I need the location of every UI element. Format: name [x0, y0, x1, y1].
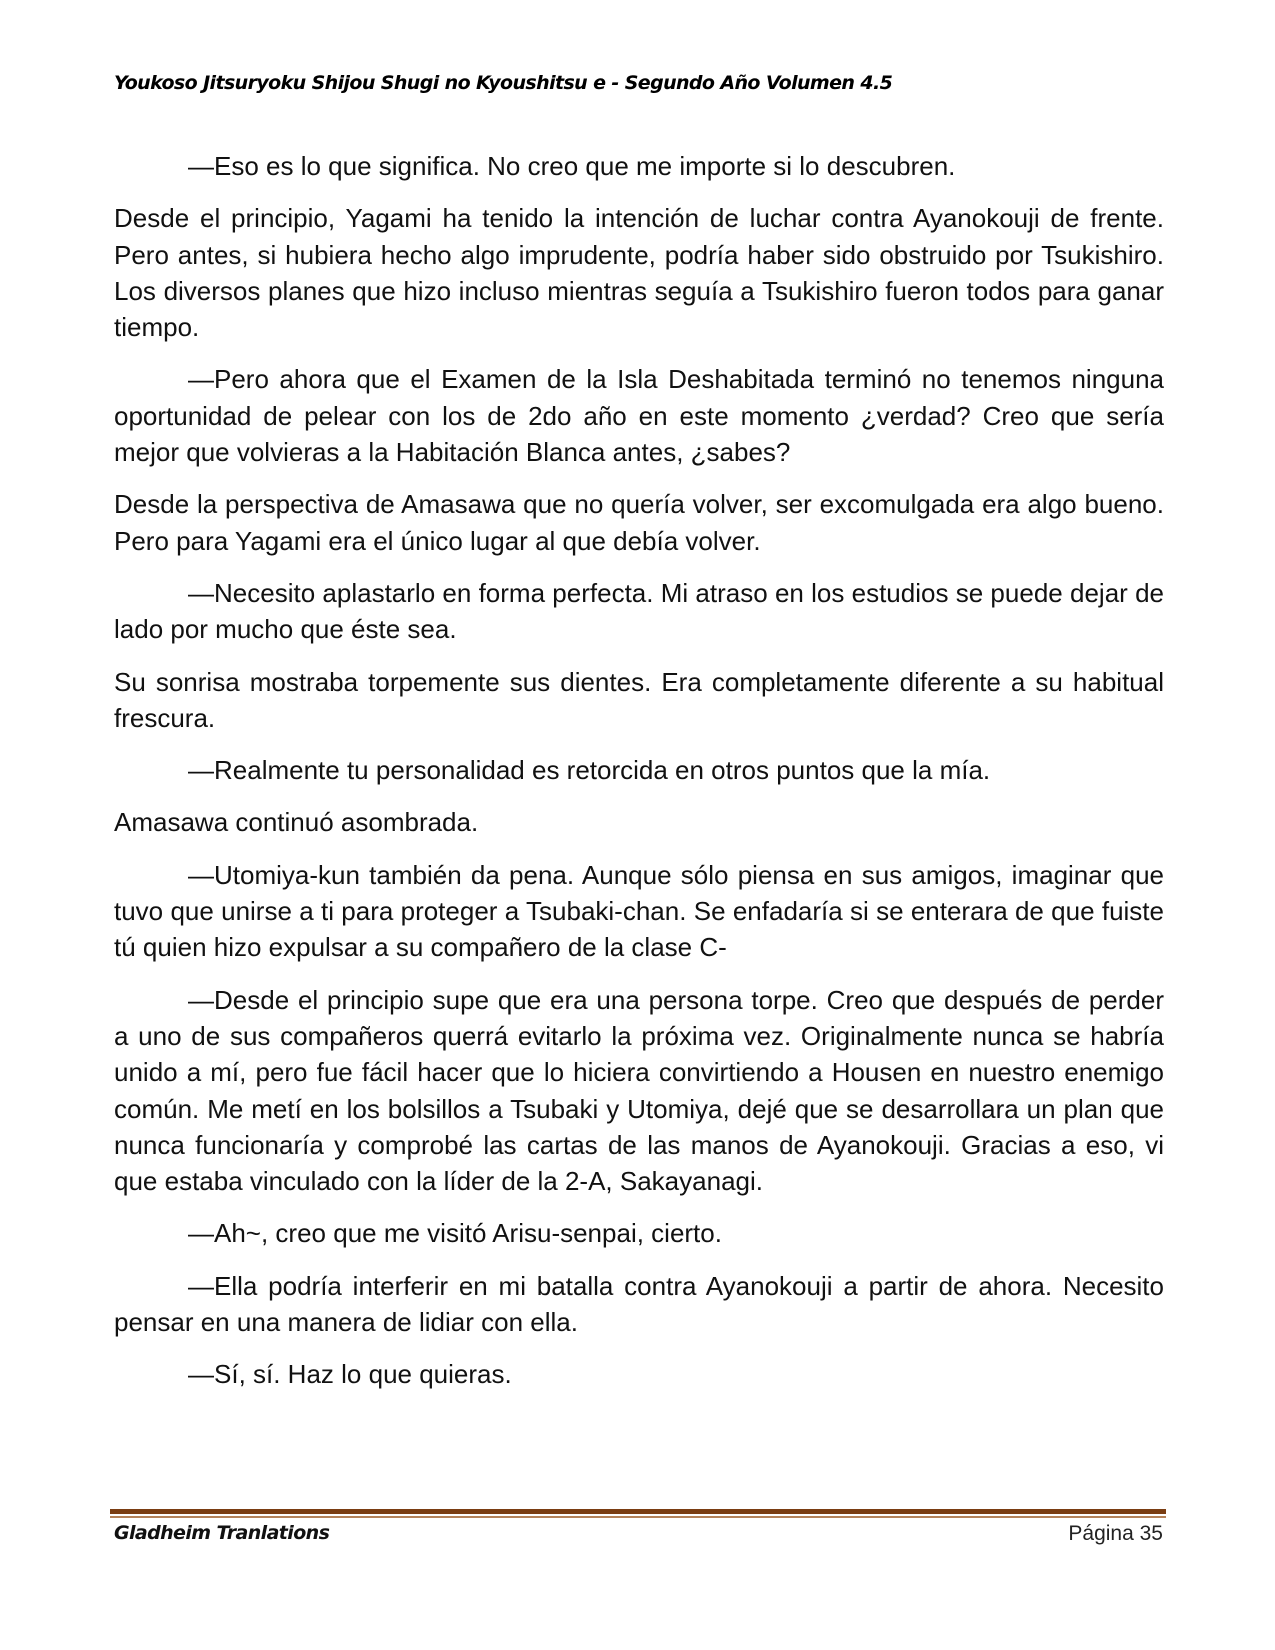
- paragraph: Su sonrisa mostraba torpemente sus dientes. Era completamente diferente a su habitual frescura.: [114, 666, 1164, 733]
- page-number: Página 35: [1068, 1522, 1163, 1545]
- paragraph: Desde el principio, Yagami ha tenido la intención de luchar contra Ayanokouji de frente. Pero antes, si hubiera hecho algo imprudente, podría haber sido obstruido por Tsukishiro. Los diversos planes que hizo incluso mientras seguía a Tsukishiro fueron todos para ganar tiempo.: [114, 203, 1164, 343]
- paragraph: —Eso es lo que significa. No creo que me importe si lo descubren.: [188, 151, 956, 181]
- paragraph: —Sí, sí. Haz lo que quieras.: [188, 1359, 512, 1390]
- footer-rule-thick: [110, 1509, 1166, 1514]
- paragraph: —Desde el principio supe que era una persona torpe. Creo que después de perder a uno de sus compañeros querrá evitarlo la próxima vez. Originalmente nunca se habría unido a mí, pero fue fácil hacer que lo hiciera convirtiendo a Housen en nuestro enemigo común. Me metí en los bolsillos a Tsubaki y Utomiya, dejé que se desarrollara un plan que nunca funcionaría y comprobé las cartas de las manos de Ayanokouji. Gracias a eso, vi que estaba vinculado con la líder de la 2-A, Sakayanagi.: [114, 984, 1164, 1197]
- running-header: Youkoso Jitsuryoku Shijou Shugi no Kyoushitsu e - Segundo Año Volumen 4.5: [114, 72, 893, 94]
- paragraph: —Ella podría interferir en mi batalla contra Ayanokouji a partir de ahora. Necesito pensar en una manera de lidiar con ella.: [114, 1270, 1164, 1338]
- paragraph: —Pero ahora que el Examen de la Isla Deshabitada terminó no tenemos ninguna oportunidad de pelear con los de 2do año en este momento ¿verdad? Creo que sería mejor que volvieras a la Habitación Blanca antes, ¿sabes?: [114, 364, 1164, 468]
- footer-credit: Gladheim Tranlations: [114, 1522, 330, 1544]
- paragraph: —Realmente tu personalidad es retorcida en otros puntos que la mía.: [188, 755, 991, 786]
- paragraph: Amasawa continuó asombrada.: [114, 807, 479, 838]
- paragraph: —Necesito aplastarlo en forma perfecta. Mi atraso en los estudios se puede dejar de lado por mucho que éste sea.: [114, 577, 1164, 645]
- footer-rule-thin: [110, 1516, 1166, 1518]
- paragraph: —Utomiya-kun también da pena. Aunque sólo piensa en sus amigos, imaginar que tuvo que unirse a ti para proteger a Tsubaki-chan. Se enfadaría si se enterara de que fuiste tú quien hizo expulsar a su compañero de la clase C-: [114, 859, 1164, 963]
- page-body: [114, 148, 1164, 1409]
- paragraph: Desde la perspectiva de Amasawa que no quería volver, ser excomulgada era algo bueno. Pero para Yagami era el único lugar al que debía volver.: [114, 489, 1164, 556]
- paragraph: —Ah~, creo que me visitó Arisu-senpai, cierto.: [188, 1218, 722, 1249]
